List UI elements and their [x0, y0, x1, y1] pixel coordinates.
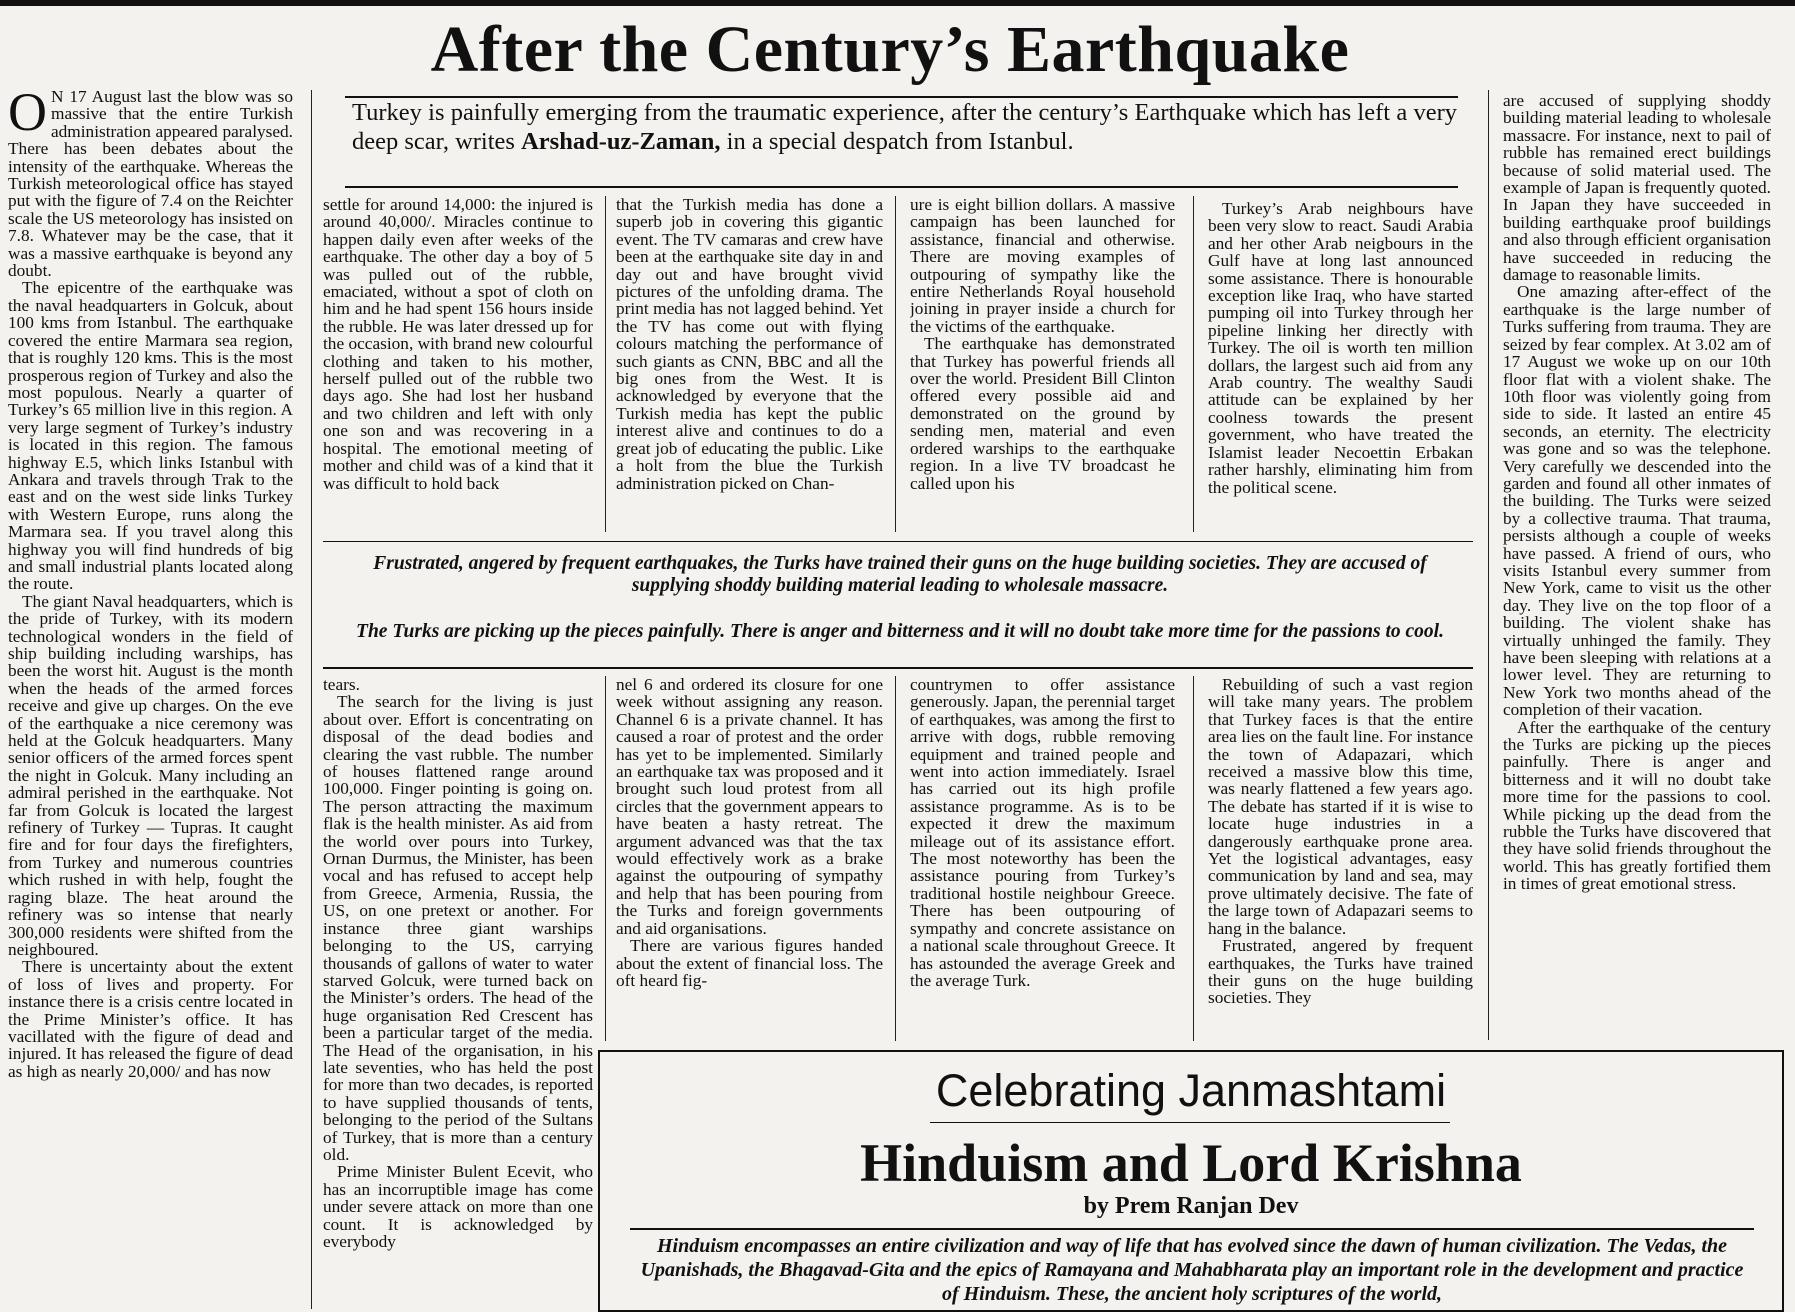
column-4-top-para-2: The earthquake has demonstrated that Turkey has powerful friends all over the world. President Bill Clinton offered every possible aid and demonstrated on the ground by sending men, material and even ordered warships to the earthquake region. In a live TV broadcast he called upon his	[910, 334, 1175, 493]
column-divider-4-bottom	[1193, 676, 1194, 1041]
column-divider-2-top	[605, 196, 606, 532]
headline: After the Century’s Earthquake	[430, 13, 1350, 86]
column-4-bottom	[910, 676, 1175, 1040]
column-2-bottom-para-2: The search for the living is just about over. Effort is concentrating on disposal of the dead bodies and clearing the vast rubble. The number of houses flattened range around 100,000. Finger pointing is going on. The person attracting the maximum flak is the health minister. As aid from the world over pours into Turkey, Ornan Durmus, the Minister, has been vocal and has refused to accept help from Greece, Armenia, Russia, the US, on one pretext or another. For instance three giant warships belonging to the US, carrying thousands of gallons of water to water starved Golcuk, were turned back on the Minister’s orders. The head of the huge organisation Red Crescent has been a particular target of the media. The Head of the organisation, in his late seventies, who has held the post for more than two decades, is reported to have supplied thousands of tents, belonging to the period of the Sultans of Turkey, that is more than a century old.	[323, 692, 593, 1164]
column-6-para-2: One amazing after-effect of the earthquake is the large number of Turks suffering from trauma. They are seized by fear complex. At 3.02 am of 17 August we woke up on our 10th floor flat with a violent shake. The 10th floor was violently going from side to side. It lasted an entire 45 seconds, an eternity. The electricity was gone and so was the telephone. Very carefully we descended into the garden and found all other inmates of the building. The Turks were seized by a collective trauma. That trauma, persists although a couple of weeks have passed. A friend of ours, who visits Istanbul every summer from New York, came to visit us the other day. They live on the top floor of a building. The violent shake has virtually unhinged the family. They have been sleeping with relations at a lower level. They are returning to New York two months ahead of the completion of their vacation.	[1503, 282, 1771, 720]
column-5-top-text: Turkey’s Arab neighbours have been very slow to react. Saudi Arabia and her other Arab neigbours in the Gulf have at long last announced some assistance. There is honourable exception like Iraq, who have started pumping oil into Turkey through her pipeline linking her directly with Turkey. The oil is worth ten million dollars, the largest such aid from any Arab country. The wealthy Saudi attitude can be explained by her coolness towards the present government, who have treated the Islamist leader Necoettin Erbakan rather harshly, eliminating him from the political scene.	[1208, 200, 1473, 497]
janmashtami-article-box	[598, 1050, 1784, 1312]
intro-bottom-rule	[345, 186, 1458, 188]
column-3-top-text: that the Turkish media has done a superb job in covering this gigantic event. The TV camaras and crew have been at the earthquake site day in and day out and have brought vivid pictures of the unfolding drama. The print media has not lagged behind. Yet the TV has come out with flying colours matching the performance of such giants as CNN, BBC and all the big ones from the West. It is acknowledged by everyone that the Turkish media has kept the public interest alive and continues to do a great job of educating the public. Like a holt from the blue the Turkish administration picked on Chan-	[616, 196, 883, 493]
column-6	[1503, 92, 1771, 1040]
column-2-top	[323, 196, 593, 532]
column-divider-3-bottom	[895, 676, 896, 1041]
column-6-para-1: are accused of supplying shoddy building material leading to wholesale massacre. For instance, next to pail of rubble has remained erect buildings because of solid material used. The example of Japan is frequently quoted. In Japan they have succeeded in building earthquake proof buildings and also through efficient organisation have succeeded in reducing the damage to reasonable limits.	[1503, 92, 1771, 285]
column-3-bottom-para-1: nel 6 and ordered its closure for one week without assigning any reason. Channel 6 is a private channel. It has caused a roar of protest and the order has yet to be implemented. Similarly an earthquake tax was proposed and it brought such loud protest from all circles that the government appears to have beaten a hasty retreat. The argument advanced was that the tax would effectively work as a brake against the outpouring of sympathy and help that has been pouring from the Turks and foreign governments and aid organisations.	[616, 676, 883, 938]
pullquote-top-rule	[323, 541, 1473, 542]
column-5-top	[1208, 200, 1473, 532]
column-divider-2-bottom	[605, 676, 606, 1041]
column-6-para-3: After the earthquake of the century the Turks are picking up the pieces painfully. There is anger and bitterness and it will no doubt take more time for the passions to cool. While picking up the dead from the rubble the Turks have discovered that they have solid friends throughout the world. This has greatly fortified them in times of great emotional stress.	[1503, 717, 1771, 894]
column-4-bottom-text: countrymen to offer assistance generously. Japan, the perennial target of earthquakes, was among the first to arrive with dogs, rubble removing equipment and trained people and went into action immediately. Israel has carried out its high profile assistance programme. As is to be expected it drew the maximum mileage out of its assistance effort. The most noteworthy has been the assistance pouring from Turkey’s traditional hostile neighbour Greece. There has been outpouring of sympathy and concrete assistance on a national scale throughout Greece. It has astounded the average Greek and the average Turk.	[910, 676, 1175, 990]
column-2-bottom	[323, 676, 593, 1309]
column-3-top	[616, 196, 883, 532]
column-1	[8, 88, 293, 1309]
column-1-para-4: There is uncertainty about the extent of loss of lives and property. For instance there is a crisis centre located in the Prime Minister’s office. It has vacillated with the figure of dead and injured. It has released the figure of dead as high as nearly 20,000/ and has now	[8, 957, 293, 1081]
janmashtami-title: Hinduism and Lord Krishna	[860, 1133, 1522, 1193]
janmashtami-rule	[630, 1228, 1754, 1230]
pullquote-bottom-rule	[323, 667, 1473, 669]
column-4-top	[910, 196, 1175, 532]
intro-deck	[352, 98, 1457, 156]
janmashtami-intro: Hinduism encompasses an entire civilization and way of life that has evolved since the dawn of human civilization. The Vedas, the Upanishads, the Bhagavad-Gita and the epics of Ramayana and Mahabharata play an important role in the development and practice of Hinduism. These, the ancient holy scriptures of the world,	[640, 1235, 1744, 1305]
intro-author: Arshad-uz-Zaman,	[521, 128, 721, 155]
janmashtami-kicker: Celebrating Janmashtami	[935, 1065, 1447, 1116]
kicker-underline	[930, 1122, 1450, 1123]
column-divider-5	[1488, 90, 1489, 1040]
intro-text-after: in a special despatch from Istanbul.	[720, 128, 1074, 155]
column-2-bottom-para-1: tears.	[323, 676, 360, 694]
column-5-bottom-para-2: Frustrated, angered by frequent earthquakes, the Turks have trained their guns on the huge building societies. They	[1208, 936, 1473, 1008]
column-5-bottom	[1208, 676, 1473, 1040]
column-divider-3-top	[895, 196, 896, 532]
column-3-bottom-para-2: There are various figures handed about the extent of financial loss. The oft heard fig-	[616, 936, 883, 990]
pullquote-line-2: The Turks are picking up the pieces painfully. There is anger and bitterness and it will no doubt take more time for the passions to cool.	[356, 621, 1444, 642]
janmashtami-byline: by Prem Ranjan Dev	[1083, 1193, 1299, 1219]
drop-cap: O	[8, 88, 47, 142]
column-4-top-para-1: ure is eight billion dollars. A massive campaign has been launched for assistance, financial and otherwise. There are moving examples of outpouring of sympathy like the entire Netherlands Royal household joining in prayer inside a church for the victims of the earthquake.	[910, 196, 1175, 336]
column-1-para-1-text: N 17 August last the blow was so massive that the entire Turkish administration appeared paralysed. There has been debates about the intensity of the earthquake. Whereas the Turkish meteorological office has stayed put with the figure of 7.4 on the Reichter scale the US meteorology has insisted on 7.8. Whatever may be the case, that it was a massive earthquake is beyond any doubt.	[8, 88, 293, 281]
column-5-bottom-para-1: Rebuilding of such a vast region will take many years. The problem that Turkey faces is that the entire area lies on the fault line. For instance the town of Adapazari, which received a massive blow this time, was nearly flattened a few years ago. The debate has started if it is wise to locate huge industries in a dangerously earthquake prone area. Yet the logistical advantages, easy communication by land and sea, may prove ultimately decisive. The fate of the large town of Adapazari seems to hang in the balance.	[1208, 676, 1473, 938]
column-divider-1	[311, 90, 312, 1309]
column-1-para-3: The giant Naval headquarters, which is the pride of Turkey, with its modern technological wonders in the field of ship building including warships, has been the worst hit. August is the month when the heads of the armed forces receive and give up charges. On the eve of the earthquake a nice ceremony was held at the Golcuk headquarters. Many senior officers of the armed forces spent the night in Golcuk. Many including an admiral perished in the earthquake. Not far from Golcuk is located the largest refinery of Turkey — Tupras. It caught fire and for four days the firefighters, from Turkey and numerous countries which rushed in with help, fought the raging blaze. The heat around the refinery was so intense that nearly 300,000 residents were shifted from the neighboured.	[8, 591, 293, 959]
column-1-para-2: The epicentre of the earthquake was the naval headquarters in Golcuk, about 100 kms from Istanbul. The earthquake covered the entire Marmara sea region, that is roughly 120 kms. This is the most prosperous region of Turkey and also the most populous. Nearly a quarter of Turkey’s 65 million live in this region. A very large segment of Turkey’s industry is located in this region. The famous highway E.5, which links Istanbul with Ankara and travels through Trak to the east and on the west side links Turkey with Western Europe, runs along the Marmara sea. If you travel along this highway you will find hundreds of big and small industrial plants located along the route.	[8, 278, 293, 594]
column-2-bottom-para-3: Prime Minister Bulent Ecevit, who has an incorruptible image has come under severe attack on more than one count. It is acknowledged by everybody	[323, 1162, 593, 1251]
top-border-rule	[0, 0, 1795, 6]
pullquote-line-1: Frustrated, angered by frequent earthquakes, the Turks have trained their guns on the huge building societies. They are accused of supplying shoddy building material leading to wholesale massacre.	[373, 553, 1427, 596]
column-divider-4-top	[1193, 196, 1194, 532]
intro-text-before: Turkey is painfully emerging from the traumatic experience, after the century’s Earthquake which has left a very deep scar, writes	[352, 99, 1457, 155]
column-3-bottom	[616, 676, 883, 1040]
column-2-top-text: settle for around 14,000: the injured is around 40,000/. Miracles continue to happen daily even after weeks of the earthquake. The other day a boy of 5 was pulled out of the rubble, emaciated, without a spot of cloth on him and he had spent 156 hours inside the rubble. He was later dressed up for the occasion, with brand new colourful clothing and taken to his mother, herself pulled out of the rubble two days ago. She had lost her husband and two children and left with only one son and was recovering in a hospital. The emotional meeting of mother and child was of a kind that it was difficult to hold back	[323, 196, 593, 493]
column-1-para-1	[8, 88, 293, 279]
